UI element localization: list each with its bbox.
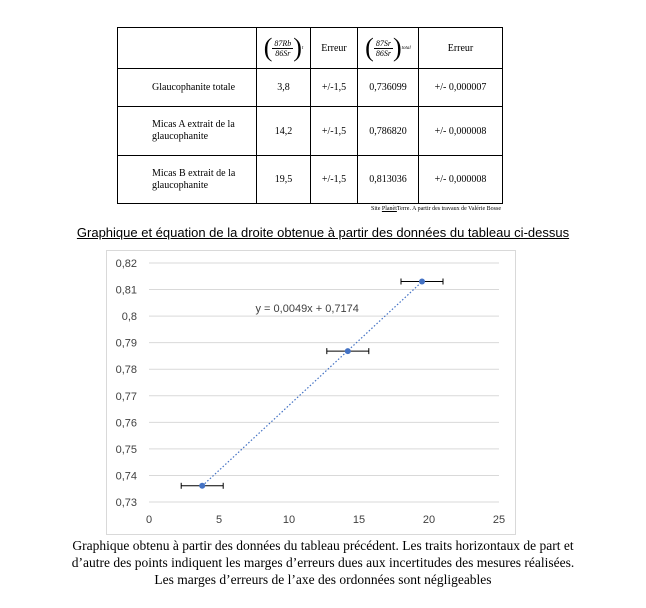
row-sr-value: 0,786820 — [358, 107, 419, 156]
source-suffix: Terre. A partir des travaux de Valérie Bosse — [396, 206, 501, 212]
table-header-row — [118, 28, 503, 69]
chart-frame — [106, 250, 516, 535]
source-prefix: Site — [371, 206, 382, 212]
table-row — [118, 107, 503, 156]
row-name: Glaucophanite totale — [118, 69, 257, 107]
x-tick-label: 25 — [492, 514, 506, 526]
table-source-note — [371, 206, 501, 212]
data-point — [345, 348, 351, 354]
ratio2-den: 86Sr — [375, 48, 391, 58]
y-tick-label: 0,8 — [121, 311, 137, 324]
caption-line-2: d’autre des points indiquent les marges d’erreurs dues aux incertitudes des mesures réalisées. — [71, 555, 575, 570]
row-rb-error: +/-1,5 — [311, 69, 358, 107]
caption-line-1: Graphique obtenu à partir des données du tableau précédent. Les traits horizontaux de part et — [72, 538, 574, 553]
y-tick-label: 0,82 — [115, 258, 137, 270]
data-point — [419, 278, 425, 284]
scatter-chart — [107, 251, 515, 534]
row-sr-value: 0,736099 — [358, 69, 419, 107]
ratio1-sub: t — [301, 45, 304, 51]
y-tick-label: 0,76 — [115, 417, 137, 430]
header-error-1: Erreur — [311, 28, 358, 69]
y-tick-label: 0,73 — [115, 497, 137, 509]
header-rb-sr-ratio: ( $\frac{87Rb}{86Sr}$ ) t — [257, 28, 311, 69]
trendline-equation: y = 0,0049x + 0,7174 — [255, 303, 359, 316]
x-tick-label: 15 — [352, 514, 366, 526]
caption-line-3: Les marges d’erreurs de l’axe des ordonnées sont négligeables — [154, 572, 492, 587]
table-row — [118, 156, 503, 204]
figure-caption — [10, 537, 636, 588]
x-tick-label: 10 — [282, 514, 296, 526]
row-rb-error: +/-1,5 — [311, 107, 358, 156]
row-rb-error: +/-1,5 — [311, 156, 358, 204]
ratio2-num: 87Sr — [375, 38, 391, 48]
header-sr-sr-ratio: ( $\frac{87Sr}{86Sr}$ ) total — [358, 28, 419, 69]
row-sr-error: +/- 0,000007 — [419, 69, 503, 107]
ratio1-den: 86Sr — [275, 48, 291, 58]
y-tick-label: 0,81 — [115, 284, 137, 297]
y-tick-label: 0,79 — [115, 337, 137, 350]
x-tick-label: 0 — [145, 514, 153, 526]
table-header-empty — [118, 28, 257, 69]
ratio1-num: 87Rb — [274, 38, 292, 48]
row-sr-error: +/- 0,000008 — [419, 107, 503, 156]
y-tick-label: 0,77 — [115, 390, 137, 403]
data-table — [117, 27, 503, 204]
ratio2-sub: total — [401, 45, 411, 51]
y-tick-label: 0,74 — [115, 470, 137, 483]
x-tick-label: 20 — [422, 514, 436, 526]
y-tick-label: 0,78 — [115, 364, 137, 377]
table-row — [118, 69, 503, 107]
row-sr-value: 0,813036 — [358, 156, 419, 204]
y-tick-label: 0,75 — [115, 443, 137, 456]
x-tick-label: 5 — [215, 514, 223, 526]
source-link: Planèt — [381, 206, 397, 212]
row-rb-value: 14,2 — [257, 107, 311, 156]
row-name: Micas A extrait de la glaucophanite — [118, 107, 257, 156]
row-name: Micas B extrait de la glaucophanite — [118, 156, 257, 204]
chart-title: Graphique et équation de la droite obtenue à partir des données du tableau ci-dessus — [76, 225, 570, 240]
header-error-2: Erreur — [419, 28, 503, 69]
row-rb-value: 3,8 — [257, 69, 311, 107]
row-sr-error: +/- 0,000008 — [419, 156, 503, 204]
data-point — [199, 483, 205, 489]
row-rb-value: 19,5 — [257, 156, 311, 204]
